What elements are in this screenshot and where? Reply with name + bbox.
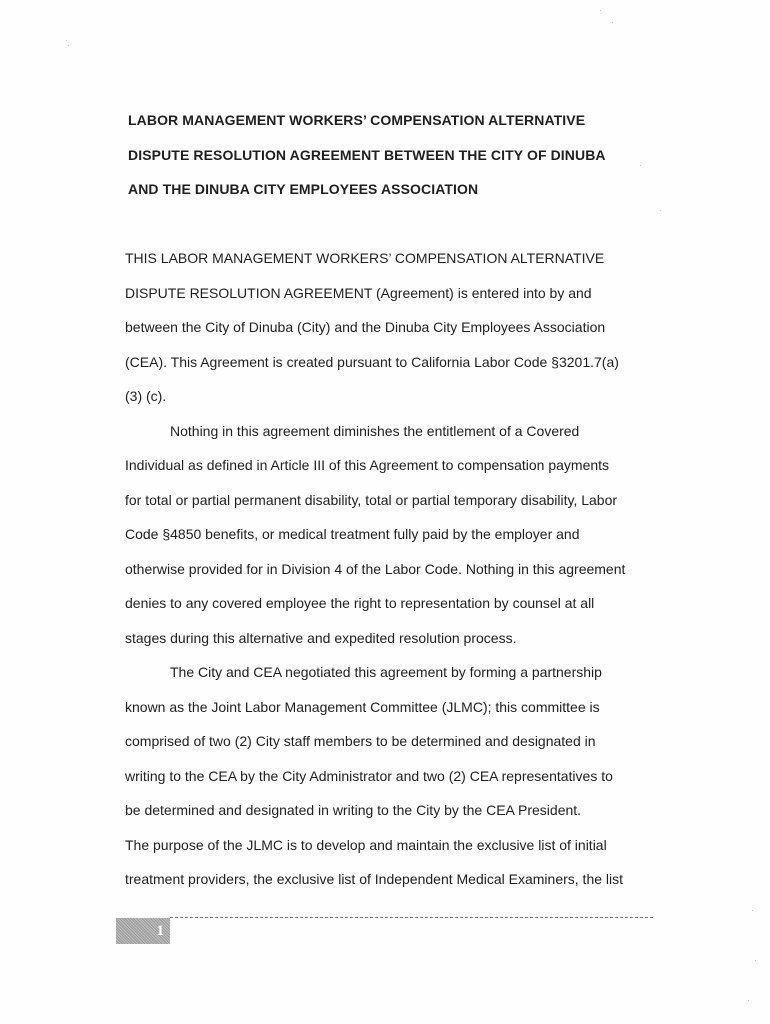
title-line-3: AND THE DINUBA CITY EMPLOYEES ASSOCIATION — [128, 181, 479, 197]
text-line: denies to any covered employee the right to representation by counsel at all — [125, 595, 595, 611]
page-number: 1 — [156, 922, 164, 939]
scan-speck — [748, 1000, 749, 1001]
page-number-badge — [116, 918, 170, 944]
paragraph-entitlement — [125, 421, 665, 663]
paragraph-intro — [125, 248, 665, 421]
text-line: for total or partial permanent disability, total or partial temporary disability, Labor — [125, 491, 618, 508]
text-line: otherwise provided for in Division 4 of the Labor Code. Nothing in this agreement — [125, 560, 626, 577]
title-line-2: DISPUTE RESOLUTION AGREEMENT BETWEEN THE CITY OF DINUBA — [128, 146, 606, 163]
paragraph-jlmc — [125, 662, 665, 835]
text-line: writing to the CEA by the City Administrator and two (2) CEA representatives to — [125, 767, 613, 784]
text-line: (3) (c). — [125, 388, 167, 404]
document-body — [125, 248, 665, 904]
scan-speck — [752, 910, 753, 911]
text-line: stages during this alternative and expedited resolution process. — [125, 629, 517, 646]
text-line: The City and CEA negotiated this agreement by forming a partnership — [170, 664, 602, 680]
text-line: Individual as defined in Article III of this Agreement to compensation payments — [125, 457, 610, 473]
document-title — [128, 110, 688, 214]
text-line: be determined and designated in writing to the City by the CEA President. — [125, 802, 582, 818]
scan-speck — [68, 45, 69, 46]
text-line: Nothing in this agreement diminishes the entitlement of a Covered — [170, 422, 580, 439]
scan-speck — [66, 40, 67, 41]
scan-speck — [612, 22, 613, 23]
scan-speck — [600, 10, 601, 11]
text-line: Code §4850 benefits, or medical treatment fully paid by the employer and — [125, 526, 580, 542]
text-line: DISPUTE RESOLUTION AGREEMENT (Agreement) is entered into by and — [125, 284, 592, 301]
scan-speck — [660, 210, 661, 211]
scan-speck — [640, 165, 641, 166]
paragraph-purpose — [125, 835, 665, 904]
scan-speck — [755, 960, 756, 961]
text-line: comprised of two (2) City staff members to be determined and designated in — [125, 733, 596, 749]
text-line: known as the Joint Labor Management Committee (JLMC); this committee is — [125, 698, 600, 715]
title-line-1: LABOR MANAGEMENT WORKERS’ COMPENSATION ALTERNATIVE — [128, 112, 586, 128]
text-line: (CEA). This Agreement is created pursuant to California Labor Code §3201.7(a) — [125, 353, 619, 370]
text-line: The purpose of the JLMC is to develop and maintain the exclusive list of initial — [125, 836, 607, 853]
text-line: THIS LABOR MANAGEMENT WORKERS’ COMPENSATION ALTERNATIVE — [125, 250, 605, 266]
footer-divider — [170, 917, 653, 918]
text-line: treatment providers, the exclusive list of Independent Medical Examiners, the list — [125, 871, 624, 887]
text-line: between the City of Dinuba (City) and the Dinuba City Employees Association — [125, 319, 606, 335]
